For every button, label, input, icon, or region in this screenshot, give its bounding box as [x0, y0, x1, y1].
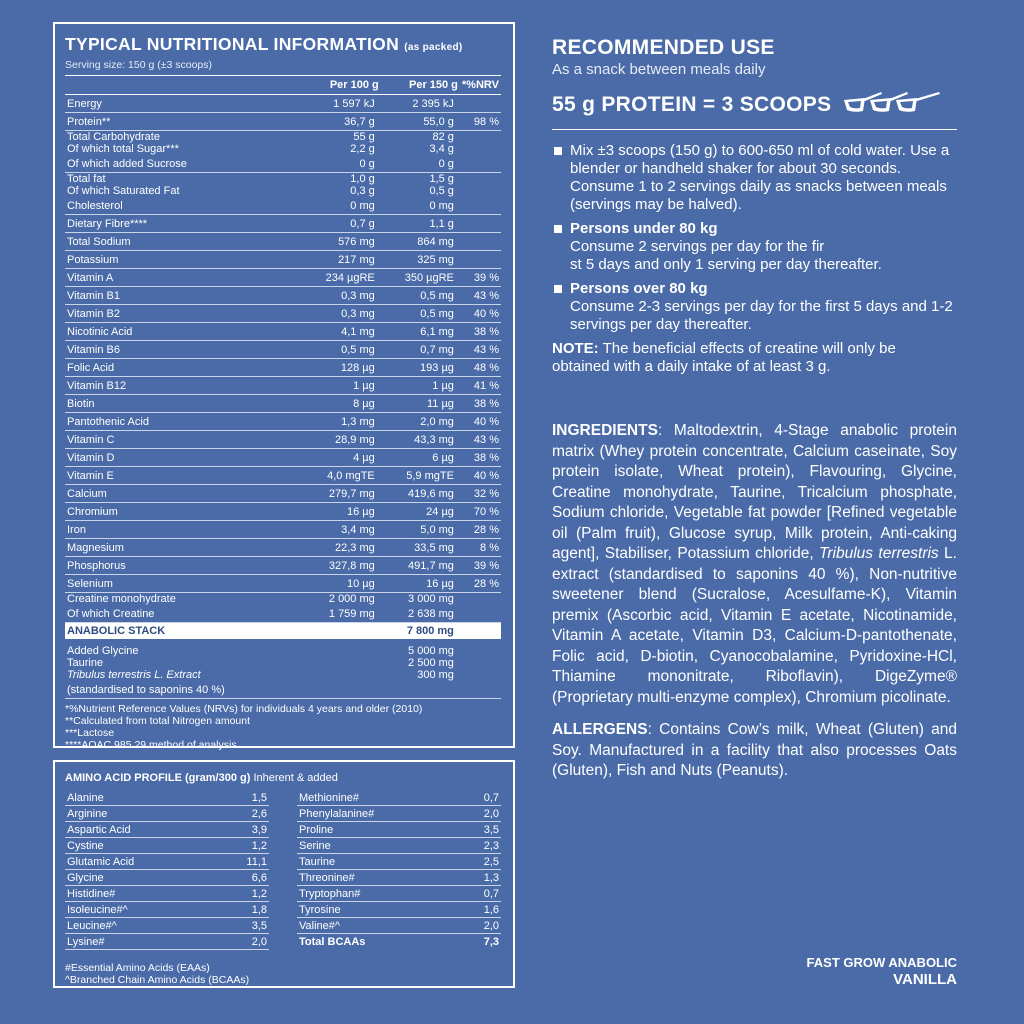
nutrition-header-row [65, 76, 501, 95]
amino-name: Histidine# [67, 888, 116, 900]
header-nutrient [65, 76, 305, 95]
nutrition-row [65, 269, 501, 287]
nrv-value: 40 % [460, 413, 501, 431]
amino-row [65, 806, 269, 822]
per-100g-value: 10 µg [305, 575, 380, 593]
nutrition-row [65, 605, 501, 623]
allergens-paragraph: ALLERGENS: Contains Cow’s milk, Wheat (Gluten) and Soy. Manufactured in a facility that also processes Oats (Gluten), Fish and Nuts (Peanuts). [552, 721, 957, 779]
nutrition-row [65, 233, 501, 251]
amino-name: Arginine [67, 808, 108, 820]
nutrition-row [65, 173, 501, 186]
stack-item-value: 2 500 mg [408, 657, 454, 669]
per-100g-value: 128 µg [305, 359, 380, 377]
amino-row [65, 854, 269, 870]
per-150g-value: 1,5 g [429, 173, 454, 185]
amino-row [65, 822, 269, 838]
per-100g-value: 1 759 mg [305, 605, 380, 623]
per-150g-value: 24 µg [381, 503, 460, 521]
header-per-150g: Per 150 g [381, 76, 460, 95]
nrv-value [460, 131, 501, 144]
footnote: ***Lactose [65, 727, 115, 739]
nutrient-name: Cholesterol [65, 197, 305, 215]
nutrition-row [65, 575, 501, 593]
amino-row [65, 838, 269, 854]
nrv-value: 40 % [460, 305, 501, 323]
stack-item-name: Tribulus terrestris L. Extract [67, 669, 201, 681]
nrv-value: 39 % [460, 557, 501, 575]
note-text: The beneficial effects of creatine will only be obtained with a daily intake of at least 3 g. [552, 340, 896, 375]
per-100g-value: 279,7 mg [305, 485, 380, 503]
amino-name: Lysine# [67, 936, 105, 948]
nutrient-name: Vitamin B6 [65, 341, 305, 359]
usage-text: Mix ±3 scoops (150 g) to 600-650 ml of cold water. Use a blender or handheld shaker for about 30 seconds. Consume 1 to 2 servings daily as snacks between meals (servings may be halved). [570, 142, 950, 213]
amino-value: 6,6 [251, 872, 267, 884]
per-100g-value: 1,3 mg [305, 413, 380, 431]
amino-value: 2,3 [483, 840, 499, 852]
amino-row [65, 902, 269, 918]
per-100g-value: 0,7 g [305, 215, 380, 233]
stack-item-value: 300 mg [417, 669, 454, 681]
stack-label: ANABOLIC STACK [65, 623, 305, 640]
nutrient-name: Creatine monohydrate [67, 593, 176, 605]
amino-name: Serine [299, 840, 331, 852]
nutrient-name: Nicotinic Acid [65, 323, 305, 341]
square-bullet-icon [554, 285, 562, 293]
per-150g-value: 350 µgRE [381, 269, 460, 287]
usage-text: Consume 2 servings per day for the fir [570, 238, 825, 255]
nutrient-name: Total Carbohydrate [67, 131, 160, 143]
usage-bullet [552, 280, 957, 334]
nutrient-name: Total fat [67, 173, 106, 185]
amino-row [65, 934, 269, 950]
recommended-title: RECOMMENDED USE [552, 36, 775, 59]
nutrient-name: Vitamin A [65, 269, 305, 287]
note-label: NOTE: [552, 340, 599, 357]
per-100g-value: 234 µgRE [305, 269, 380, 287]
per-150g-value: 0 g [381, 155, 460, 173]
nutrient-name: Of which Saturated Fat [67, 185, 180, 197]
nrv-value: 48 % [460, 359, 501, 377]
nutrition-title: TYPICAL NUTRITIONAL INFORMATION (as packed) [65, 34, 463, 54]
nrv-value: 38 % [460, 323, 501, 341]
per-150g-value: 1 µg [381, 377, 460, 395]
stack-item-row [65, 681, 501, 699]
amino-name: Threonine# [299, 872, 355, 884]
per-150g-value: 55,0 g [381, 113, 460, 131]
nutrient-name: Calcium [65, 485, 305, 503]
per-100g-value: 0,3 mg [305, 305, 380, 323]
nutrition-row [65, 197, 501, 215]
nutrient-name: Chromium [65, 503, 305, 521]
product-flavour: VANILLA [893, 971, 957, 988]
per-150g-value: 0,5 mg [381, 287, 460, 305]
nutrient-name: Selenium [65, 575, 305, 593]
protein-statement: 55 g PROTEIN = 3 SCOOPS [552, 93, 832, 116]
amino-column-right [297, 790, 501, 950]
protein-scoops-line [552, 91, 957, 130]
amino-row [297, 806, 501, 822]
per-100g-value: 0,3 mg [305, 287, 380, 305]
amino-row [297, 918, 501, 934]
nutrition-row [65, 143, 501, 155]
stack-value: 7 800 mg [381, 623, 460, 640]
nrv-value [460, 95, 501, 113]
nutrition-row [65, 377, 501, 395]
anabolic-stack-row [65, 623, 501, 640]
amino-value: 7,3 [483, 936, 499, 948]
nrv-value: 32 % [460, 485, 501, 503]
per-100g-value: 3,4 mg [305, 521, 380, 539]
nutrition-row [65, 539, 501, 557]
nutrition-body [65, 95, 501, 699]
usage-text: Consume 2-3 servings per day for the first 5 days and 1-2 servings per day thereafter. [570, 298, 953, 333]
nrv-value [460, 215, 501, 233]
amino-name: Valine#^ [299, 920, 341, 932]
per-150g-value: 3,4 g [429, 143, 454, 155]
amino-value: 2,6 [251, 808, 267, 820]
nrv-value [460, 155, 501, 173]
amino-name: Total BCAAs [299, 936, 366, 948]
stack-item-name: (standardised to saponins 40 %) [65, 681, 305, 699]
amino-value: 0,7 [483, 888, 499, 900]
nutrient-name: Biotin [65, 395, 305, 413]
usage-bullet [552, 220, 957, 274]
amino-name: Alanine [67, 792, 104, 804]
stack-item-name: Added Glycine [67, 645, 139, 657]
amino-name: Isoleucine#^ [67, 904, 128, 916]
per-150g-value: 193 µg [381, 359, 460, 377]
per-100g-value: 0 mg [305, 197, 380, 215]
per-150g-value: 43,3 mg [381, 431, 460, 449]
amino-value: 0,7 [483, 792, 499, 804]
per-100g-value: 4,1 mg [305, 323, 380, 341]
amino-value: 3,5 [483, 824, 499, 836]
nrv-value: 28 % [460, 575, 501, 593]
nutrition-row [65, 287, 501, 305]
amino-value: 3,9 [251, 824, 267, 836]
amino-name: Tyrosine [299, 904, 341, 916]
per-100g-value: 0,3 g [350, 185, 375, 197]
nrv-value: 8 % [460, 539, 501, 557]
amino-name: Leucine#^ [67, 920, 117, 932]
stack-item-value [381, 681, 460, 699]
nrv-value [460, 143, 501, 155]
per-100g-value: 4 µg [305, 449, 380, 467]
amino-row [297, 870, 501, 886]
stack-item-name: Taurine [67, 657, 104, 669]
nutrition-row [65, 155, 501, 173]
footnote: *%Nutrient Reference Values (NRVs) for individuals 4 years and older (2010) [65, 703, 423, 715]
nrv-value [460, 185, 501, 197]
nutrition-row [65, 449, 501, 467]
nutrient-name: Magnesium [65, 539, 305, 557]
amino-row [65, 870, 269, 886]
per-150g-value: 2 638 mg [381, 605, 460, 623]
nutrient-name: Dietary Fibre**** [65, 215, 305, 233]
nrv-value: 43 % [460, 287, 501, 305]
amino-name: Phenylalanine# [299, 808, 375, 820]
amino-value: 1,2 [251, 840, 267, 852]
per-150g-value: 0,5 mg [381, 305, 460, 323]
per-150g-value: 864 mg [381, 233, 460, 251]
amino-title: AMINO ACID PROFILE (gram/300 g) Inherent & added [65, 772, 338, 784]
per-100g-value: 0,5 mg [305, 341, 380, 359]
nutrient-name: Vitamin B12 [65, 377, 305, 395]
per-100g-value: 4,0 mgTE [305, 467, 380, 485]
nutrition-row [65, 503, 501, 521]
per-100g-value: 1 µg [305, 377, 380, 395]
per-100g-value: 28,9 mg [305, 431, 380, 449]
stack-item-row [65, 657, 501, 669]
nrv-value: 38 % [460, 449, 501, 467]
nutrient-name: Vitamin B2 [65, 305, 305, 323]
stack-item-row [65, 639, 501, 657]
nrv-value [460, 251, 501, 269]
nutrition-row [65, 413, 501, 431]
nrv-value [460, 173, 501, 186]
per-150g-value: 16 µg [381, 575, 460, 593]
stack-item-row [65, 669, 501, 681]
per-100g-value: 36,7 g [305, 113, 380, 131]
ingredients-paragraph: INGREDIENTS: Maltodextrin, 4-Stage anabolic protein matrix (Whey protein concentrate, Calcium caseinate, Soy protein isolate, Wheat protein), Flavouring, Glycine, Creatine monohydrate, Taurine, Tricalcium phosphate, Sodium chloride, Vegetable fat powder [Refined vegetable oil (Palm fruit), Glucose syrup, Milk protein, Anti-caking agent], Stabiliser, Potassium chloride, Tribulus terrestris L. extract (standardised to saponins 40 %), Non-nutritive sweetener blend (Sucralose, Acesulfame-K), Vitamin premix (Ascorbic acid, Vitamin E acetate, Nicotinamide, Vitamin A acetate, Vitamin D3, Calcium-D-pantothenate, Folic acid, D-biotin, Cyanocobalamine, Pyridoxine-HCl, Thiamine mononitrate, Riboflavin), DigeZyme® (Proprietary multi-enzyme complex), Chromium picolinate. [552, 422, 957, 706]
allergens-label: ALLERGENS [552, 721, 648, 738]
nutrition-row [65, 395, 501, 413]
ingredients-label: INGREDIENTS [552, 422, 658, 439]
amino-row [65, 918, 269, 934]
nutrient-name: Iron [65, 521, 305, 539]
header-per-100g: Per 100 g [305, 76, 380, 95]
amino-value: 1,5 [251, 792, 267, 804]
nutrition-row [65, 323, 501, 341]
amino-value: 1,3 [483, 872, 499, 884]
per-150g-value: 2,0 mg [381, 413, 460, 431]
nrv-value: 28 % [460, 521, 501, 539]
nrv-value [460, 593, 501, 606]
usage-bullets [552, 142, 957, 334]
per-150g-value: 491,7 mg [381, 557, 460, 575]
per-100g-value: 327,8 mg [305, 557, 380, 575]
nutrient-name: Phosphorus [65, 557, 305, 575]
per-100g-value: 2 000 mg [328, 593, 375, 605]
product-line: FAST GROW ANABOLIC [806, 955, 957, 970]
nutrient-name: Potassium [65, 251, 305, 269]
amino-name: Taurine [299, 856, 336, 868]
nrv-value: 43 % [460, 431, 501, 449]
amino-column-left [65, 790, 269, 950]
nutrition-row [65, 521, 501, 539]
amino-value: 3,5 [251, 920, 267, 932]
nutrition-row [65, 341, 501, 359]
scoop-icon [843, 91, 941, 119]
nutrition-row [65, 95, 501, 113]
nutrition-row [65, 215, 501, 233]
amino-value: 1,6 [483, 904, 499, 916]
amino-panel [53, 760, 515, 988]
per-150g-value: 419,6 mg [381, 485, 460, 503]
nutrient-name: Pantothenic Acid [65, 413, 305, 431]
amino-row [65, 790, 269, 806]
per-100g-value: 0 g [305, 155, 380, 173]
nutrition-table [65, 75, 501, 699]
nrv-value: 43 % [460, 341, 501, 359]
nutrient-name: Protein** [65, 113, 305, 131]
amino-name: Glutamic Acid [67, 856, 135, 868]
nutrient-name: Energy [65, 95, 305, 113]
nutrient-name: Of which total Sugar*** [67, 143, 179, 155]
amino-value: 11,1 [246, 856, 267, 868]
per-100g-value: 217 mg [305, 251, 380, 269]
usage-heading: Persons under 80 kg [570, 220, 718, 237]
per-100g-value: 55 g [353, 131, 375, 143]
amino-row [297, 854, 501, 870]
nutrition-row [65, 305, 501, 323]
nrv-value: 70 % [460, 503, 501, 521]
serving-size: Serving size: 150 g (±3 scoops) [65, 59, 212, 71]
per-100g-value: 2,2 g [350, 143, 375, 155]
usage-bullet [552, 142, 957, 214]
nutrition-row [65, 593, 501, 606]
square-bullet-icon [554, 147, 562, 155]
footnote: ****AOAC 985.29 method of analysis [65, 739, 237, 751]
per-150g-value: 2 395 kJ [381, 95, 460, 113]
nutrition-row [65, 557, 501, 575]
usage-heading: Persons over 80 kg [570, 280, 708, 297]
per-100g-value: 22,3 mg [305, 539, 380, 557]
per-100g-value: 8 µg [305, 395, 380, 413]
nutrient-name: Vitamin C [65, 431, 305, 449]
footnote: #Essential Amino Acids (EAAs) [65, 962, 210, 974]
amino-value: 1,2 [251, 888, 267, 900]
nrv-value: 41 % [460, 377, 501, 395]
amino-name: Glycine [67, 872, 104, 884]
tribulus-italic: Tribulus terrestris [819, 545, 939, 562]
nutrient-name: Folic Acid [65, 359, 305, 377]
amino-name: Aspartic Acid [67, 824, 131, 836]
per-100g-value: 576 mg [305, 233, 380, 251]
nutrient-name: Total Sodium [65, 233, 305, 251]
per-150g-value: 0,7 mg [381, 341, 460, 359]
amino-row [297, 934, 501, 949]
stack-item-value: 5 000 mg [408, 645, 454, 657]
nutrition-row [65, 251, 501, 269]
per-150g-value: 5,9 mgTE [381, 467, 460, 485]
nutrient-name: Vitamin B1 [65, 287, 305, 305]
nutrient-name: Vitamin D [65, 449, 305, 467]
nrv-value: 38 % [460, 395, 501, 413]
square-bullet-icon [554, 225, 562, 233]
amino-name: Proline [299, 824, 334, 836]
per-100g-value: 1 597 kJ [305, 95, 380, 113]
amino-value: 2,0 [483, 808, 499, 820]
per-100g-value: 16 µg [305, 503, 380, 521]
amino-name: Methionine# [299, 792, 359, 804]
per-150g-value: 6 µg [381, 449, 460, 467]
nutrition-footnotes [65, 703, 501, 751]
per-150g-value: 0,5 g [429, 185, 454, 197]
nutrition-row [65, 359, 501, 377]
amino-value: 2,0 [483, 920, 499, 932]
nrv-value [460, 197, 501, 215]
per-150g-value: 0 mg [381, 197, 460, 215]
nutrition-row [65, 485, 501, 503]
nutrient-name: Of which Creatine [65, 605, 305, 623]
per-150g-value: 3 000 mg [408, 593, 454, 605]
nrv-value [460, 605, 501, 623]
amino-row [297, 790, 501, 806]
nutrition-panel [53, 22, 515, 751]
footnote: ^Branched Chain Amino Acids (BCAAs) [65, 974, 250, 986]
per-100g-value: 1,0 g [350, 173, 375, 185]
nutrition-row [65, 467, 501, 485]
nrv-value: 98 % [460, 113, 501, 131]
creatine-note [552, 340, 957, 376]
header-nrv: *%NRV [460, 76, 501, 95]
amino-value: 1,8 [251, 904, 267, 916]
amino-name: Cystine [67, 840, 104, 852]
nutrition-row [65, 131, 501, 144]
nutrient-name: Of which added Sucrose [65, 155, 305, 173]
nrv-value [460, 233, 501, 251]
per-150g-value: 11 µg [381, 395, 460, 413]
per-150g-value: 6,1 mg [381, 323, 460, 341]
amino-row [65, 886, 269, 902]
nrv-value: 40 % [460, 467, 501, 485]
amino-row [297, 838, 501, 854]
nutrition-row [65, 431, 501, 449]
per-150g-value: 325 mg [381, 251, 460, 269]
amino-footnotes [65, 962, 501, 986]
per-150g-value: 82 g [432, 131, 454, 143]
recommended-subtitle: As a snack between meals daily [552, 61, 766, 78]
amino-row [297, 822, 501, 838]
amino-name: Tryptophan# [299, 888, 361, 900]
nutrition-row [65, 113, 501, 131]
per-150g-value: 1,1 g [381, 215, 460, 233]
amino-value: 2,0 [251, 936, 267, 948]
nrv-value: 39 % [460, 269, 501, 287]
amino-row [297, 886, 501, 902]
product-name [807, 954, 957, 988]
nutrient-name: Vitamin E [65, 467, 305, 485]
nutrition-row [65, 185, 501, 197]
usage-text: st 5 days and only 1 serving per day thereafter. [570, 256, 882, 273]
amino-value: 2,5 [483, 856, 499, 868]
per-150g-value: 5,0 mg [381, 521, 460, 539]
right-column [552, 36, 957, 782]
footnote: **Calculated from total Nitrogen amount [65, 715, 251, 727]
amino-row [297, 902, 501, 918]
per-150g-value: 33,5 mg [381, 539, 460, 557]
